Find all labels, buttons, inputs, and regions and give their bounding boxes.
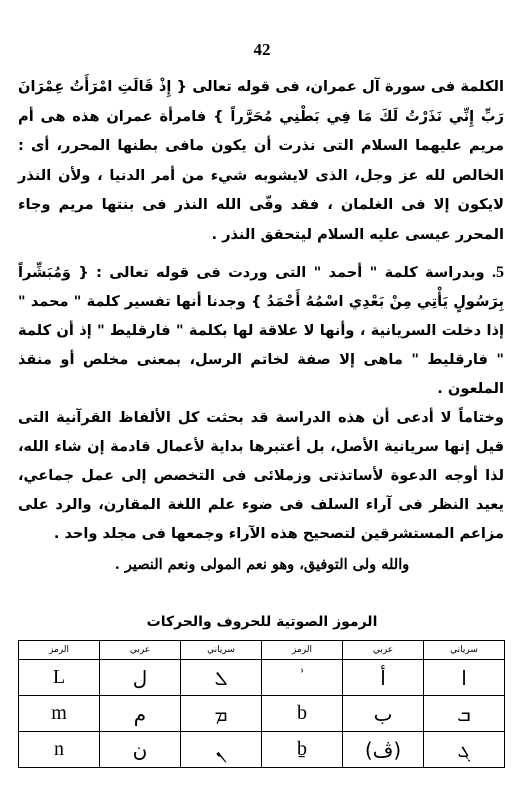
table-cell: ʾ [262, 660, 343, 696]
phonetic-symbols-table [18, 640, 505, 768]
table-cell: ب [343, 696, 424, 732]
table-cell: أ [343, 660, 424, 696]
header-symbol-2: الرمز [19, 641, 100, 660]
table-cell: ܠ [181, 660, 262, 696]
list-number: 5. [491, 263, 504, 281]
paragraph-3: وختاماً لا أدعى أن هذه الدراسة قد بحثت كل الألفاظ القرآنية التى قيل إنها سريانية الأصل، بل أعتبرها بداية لأعمال قادمة إن شاء الله، لذا أوجه الدعوة لأساتذتى وزملائى فى التخصص إلى عمل جماعي، يعيد النظر فى آراء السلف فى ضوء علم اللغة المقارن، والرد على مزاعم المستشرقين لتصحيح هذه الآراء وجمعها فى مجلد واحد . [18, 408, 504, 542]
body-text [18, 72, 504, 548]
table-cell: b [262, 696, 343, 732]
table-row [19, 660, 505, 696]
table-cell: ن [100, 732, 181, 768]
table-cell: ا [424, 660, 505, 696]
table-cell: ل [100, 660, 181, 696]
table-cell: ḇ [262, 732, 343, 768]
page-number: 42 [253, 40, 271, 59]
table-cell: n [19, 732, 100, 768]
table-header-row [19, 641, 505, 660]
header-syriac-1: سرياني [424, 641, 505, 660]
header-syriac-2: سرياني [181, 641, 262, 660]
header-symbol-1: الرمز [262, 641, 343, 660]
paragraph-2-text: وبدراسة كلمة " أحمد " التى وردت فى قوله تعالى : { وَمُبَشِّراً بِرَسُولٍ يَأْتِي مِنْ بَعْدِي اسْمُهُ أَحْمَدُ } وجدنا أنها تفسير كلمة " محمد " إذا دخلت السريانية ، وأنها لا علاقة لها بكلمة " فارقليط " إذ أن كلمة " فارقليط " ماهى إلا صفة لخاتم الرسل، بمعنى مخلص أو منقذ الملعون . [18, 263, 504, 397]
header-arabic-2: عربي [100, 641, 181, 660]
paragraph-1: الكلمة فى سورة آل عمران، فى قوله تعالى { إِذْ قَالَتِ امْرَأَتُ عِمْرَانَ رَبِّ إِنِّي نَذَرْتُ لَكَ مَا فِي بَطْنِي مُحَرَّراً } فامرأة عمران هذه هى أم مريم عليهما السلام التى نذرت أن يكون مافى بطنها المحرر، أى : الخالص لله عز وجل، الذى لايشوبه شيء من أمر الدنيا ، ولأن النذر لايكون إلا فى الغلمان ، فقد وفّى الله النذر فى بنتها مريم وجاء المحرر عيسى عليه السلام ليتحقق النذر . [18, 78, 504, 243]
table-cell: ܢ [181, 732, 262, 768]
table-cell: L [19, 660, 100, 696]
table-row [19, 696, 505, 732]
header-arabic-1: عربي [343, 641, 424, 660]
table-row [19, 732, 505, 768]
table-cell: ܡ [181, 696, 262, 732]
paragraph-2 [18, 258, 504, 403]
table-title: الرموز الصوتية للحروف والحركات [146, 614, 378, 630]
table-cell: م [100, 696, 181, 732]
closing-line: والله ولى التوفيق، وهو نعم المولى ونعم النصير . [114, 556, 410, 573]
table-cell: (ڤ) [343, 732, 424, 768]
table-cell: ܓ [424, 732, 505, 768]
table-cell: ܒ [424, 696, 505, 732]
table-cell: m [19, 696, 100, 732]
